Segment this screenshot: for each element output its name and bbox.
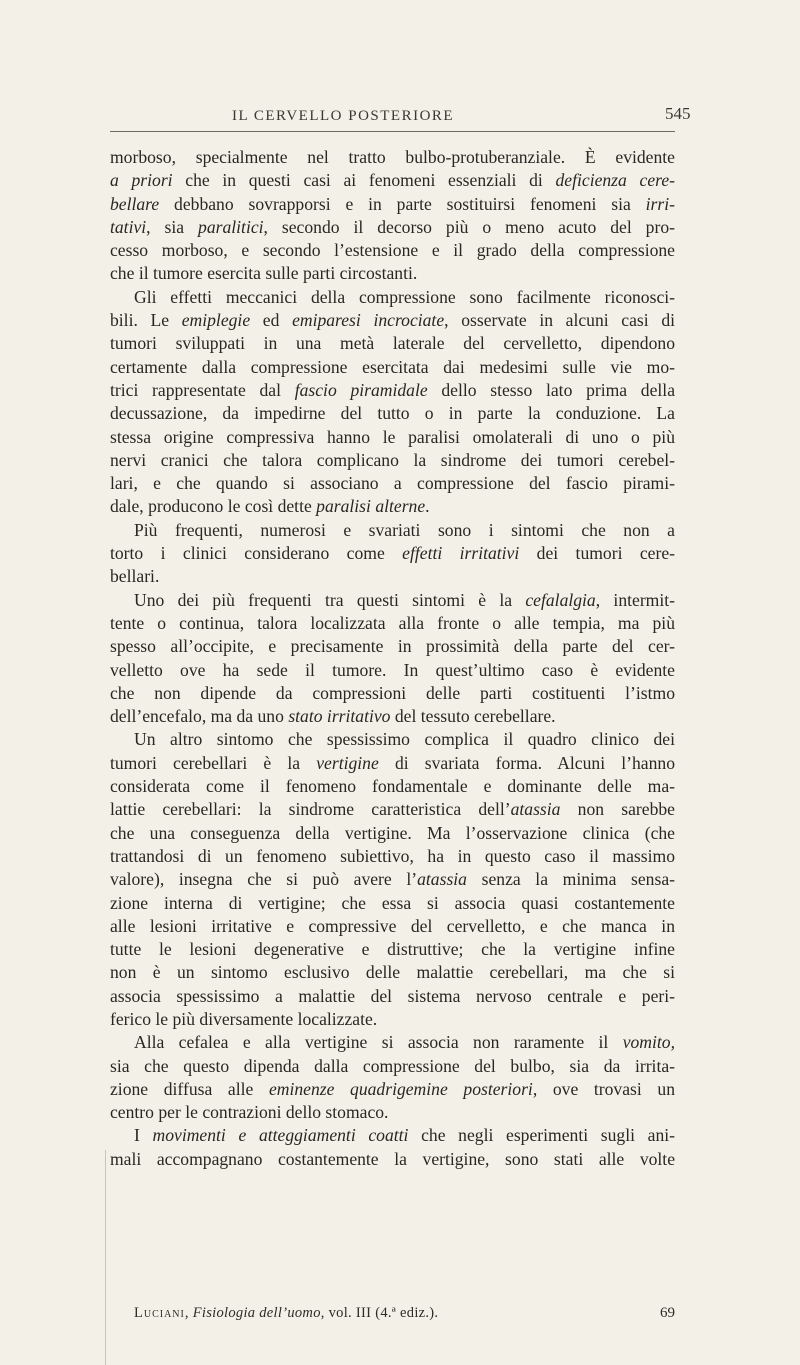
text-line: spesso all’occipite, e precisamente in prossimità della parte del cer- xyxy=(110,636,675,657)
text-line: bili. Le emiplegie ed emiparesi incrociate, osservate in alcuni casi di xyxy=(110,310,676,331)
italic-term: bellare xyxy=(110,193,160,214)
italic-term: vertigine xyxy=(316,752,379,773)
text-line: trici rappresentate dal fascio piramidale dello stesso lato prima della xyxy=(110,379,675,400)
text-line: cesso morboso, e secondo l’estensione e il grado della compressione xyxy=(110,240,675,261)
text-line: a priori che in questi casi ai fenomeni essenziali di deficienza cere- xyxy=(110,170,676,191)
paragraph xyxy=(110,728,675,1031)
text-line: non è un sintomo esclusivo delle malattie cerebellari, ma che si xyxy=(110,962,675,983)
italic-term: emiparesi incrociate xyxy=(292,310,445,331)
italic-term: irri- xyxy=(645,193,675,214)
text-line: che il tumore esercita sulle parti circostanti. xyxy=(110,263,418,284)
text-line: decussazione, da impedirne del tutto o in parte la conduzione. La xyxy=(110,403,675,424)
text-line: stessa origine compressiva hanno le paralisi omolaterali di uno o più xyxy=(110,426,675,447)
running-head: IL CERVELLO POSTERIORE xyxy=(232,108,455,124)
italic-term: movimenti e atteggiamenti coatti xyxy=(152,1125,409,1146)
text-line: mali accompagnano costantemente la vertigine, sono stati alle volte xyxy=(110,1148,675,1169)
text-line: ferico le più diversamente localizzate. xyxy=(110,1008,378,1029)
paragraph xyxy=(110,286,675,519)
sheet-number: 69 xyxy=(660,1305,675,1321)
italic-term: a priori xyxy=(110,170,173,191)
footer-details: , vol. III (4.ª ediz.). xyxy=(320,1305,439,1321)
text-line: alle lesioni irritative e compressive del cervelletto, e che manca in xyxy=(110,915,675,936)
footer-reference: Luciani, Fisiologia dell’uomo, vol. III (4.ª ediz.). xyxy=(134,1305,439,1321)
text-line: morboso, specialmente nel tratto bulbo-protuberanziale. È evidente xyxy=(110,147,675,167)
paragraph xyxy=(110,519,675,589)
text-line: certamente dalla compressione esercitata dai medesimi sulle vie mo- xyxy=(110,356,675,377)
text-line: torto i clinici considerano come effetti irritativi dei tumori cere- xyxy=(110,543,676,564)
text-line: sia che questo dipenda dalla compressione del bulbo, sia da irrita- xyxy=(110,1055,675,1076)
text-line: bellare debbano sovrapporsi e in parte sostituirsi fenomeni sia irri- xyxy=(110,193,675,214)
text-line: zione diffusa alle eminenze quadrigemine posteriori, ove trovasi un xyxy=(110,1078,675,1099)
text-line: Più frequenti, numerosi e svariati sono i sintomi che non a xyxy=(134,519,675,540)
italic-term: fascio piramidale xyxy=(294,379,428,400)
italic-term: paralisi alterne xyxy=(316,496,426,517)
text-line: associa spessissimo a malattie del sistema nervoso centrale e peri- xyxy=(110,985,675,1006)
text-line: Un altro sintomo che spessissimo complica il quadro clinico dei xyxy=(134,729,675,750)
body-text xyxy=(110,146,675,1171)
footer-author: Luciani xyxy=(134,1305,185,1321)
text-line: zione interna di vertigine; che essa si associa quasi costantemente xyxy=(110,892,675,913)
text-line: lari, e che quando si associano a compressione del fascio pirami- xyxy=(110,473,675,494)
text-line: tumori cerebellari è la vertigine di svariata forma. Alcuni l’hanno xyxy=(110,752,675,773)
text-line: Gli effetti meccanici della compressione sono facilmente riconosci- xyxy=(134,286,675,307)
page-number: 545 xyxy=(665,104,691,123)
text-line: centro per le contrazioni dello stomaco. xyxy=(110,1102,389,1123)
italic-term: effetti irritativi xyxy=(402,543,520,564)
text-line: valore), insegna che si può avere l’atassia senza la minima sensa- xyxy=(110,869,675,890)
text-line: dale, producono le così dette paralisi alterne. xyxy=(110,496,430,517)
scan-margin-line xyxy=(105,1150,106,1365)
text-line: che una conseguenza della vertigine. Ma l’osservazione clinica (che xyxy=(110,822,675,843)
text-line: Alla cefalea e alla vertigine si associa non raramente il vomito, xyxy=(134,1032,675,1053)
italic-term: atassia xyxy=(510,799,561,820)
italic-term: stato irritativo xyxy=(288,706,391,727)
italic-term: paralitici xyxy=(198,216,264,237)
text-line: lattie cerebellari: la sindrome caratteristica dell’atassia non sarebbe xyxy=(110,799,675,820)
text-line: velletto ove ha sede il tumore. In quest’ultimo caso è evidente xyxy=(110,659,675,680)
paragraph xyxy=(110,589,675,729)
text-line: trattandosi di un fenomeno subiettivo, ha in questo caso il massimo xyxy=(110,845,675,866)
text-line: tativi, sia paralitici, secondo il decorso più o meno acuto del pro- xyxy=(110,216,675,237)
italic-term: deficienza cere- xyxy=(555,170,676,191)
italic-term: atassia xyxy=(417,869,467,890)
text-line: che non dipende da compressioni delle parti costituenti l’istmo xyxy=(110,682,675,703)
text-line: considerata come il fenomeno fondamentale e dominante delle ma- xyxy=(110,776,675,797)
text-line: dell’encefalo, ma da uno stato irritativo del tessuto cerebellare. xyxy=(110,706,556,727)
text-line: tumori sviluppati in una metà laterale del cervelletto, dipendono xyxy=(110,333,675,354)
italic-term: emiplegie xyxy=(181,310,251,331)
text-line: tutte le lesioni degenerative e distruttive; che la vertigine infine xyxy=(110,939,675,960)
italic-term: cefalalgia xyxy=(525,589,596,610)
italic-term: vomito, xyxy=(622,1032,675,1053)
text-line: bellari. xyxy=(110,566,160,587)
paragraph xyxy=(110,1124,675,1171)
text-line: I movimenti e atteggiamenti coatti che negli esperimenti sugli ani- xyxy=(134,1125,675,1146)
paragraph xyxy=(110,1031,675,1124)
italic-term: tativi xyxy=(110,216,147,237)
header-rule xyxy=(110,131,675,132)
text-line: nervi cranici che talora complicano la sindrome dei tumori cerebel- xyxy=(110,449,675,470)
text-line: Uno dei più frequenti tra questi sintomi è la cefalalgia, intermit- xyxy=(134,589,675,610)
text-line: tente o continua, talora localizzata alla fronte o alle tempia, ma più xyxy=(110,612,675,633)
paragraph xyxy=(110,146,675,286)
italic-term: eminenze quadrigemine posteriori xyxy=(268,1078,533,1099)
footer-title: Fisiologia dell’uomo xyxy=(192,1305,321,1321)
